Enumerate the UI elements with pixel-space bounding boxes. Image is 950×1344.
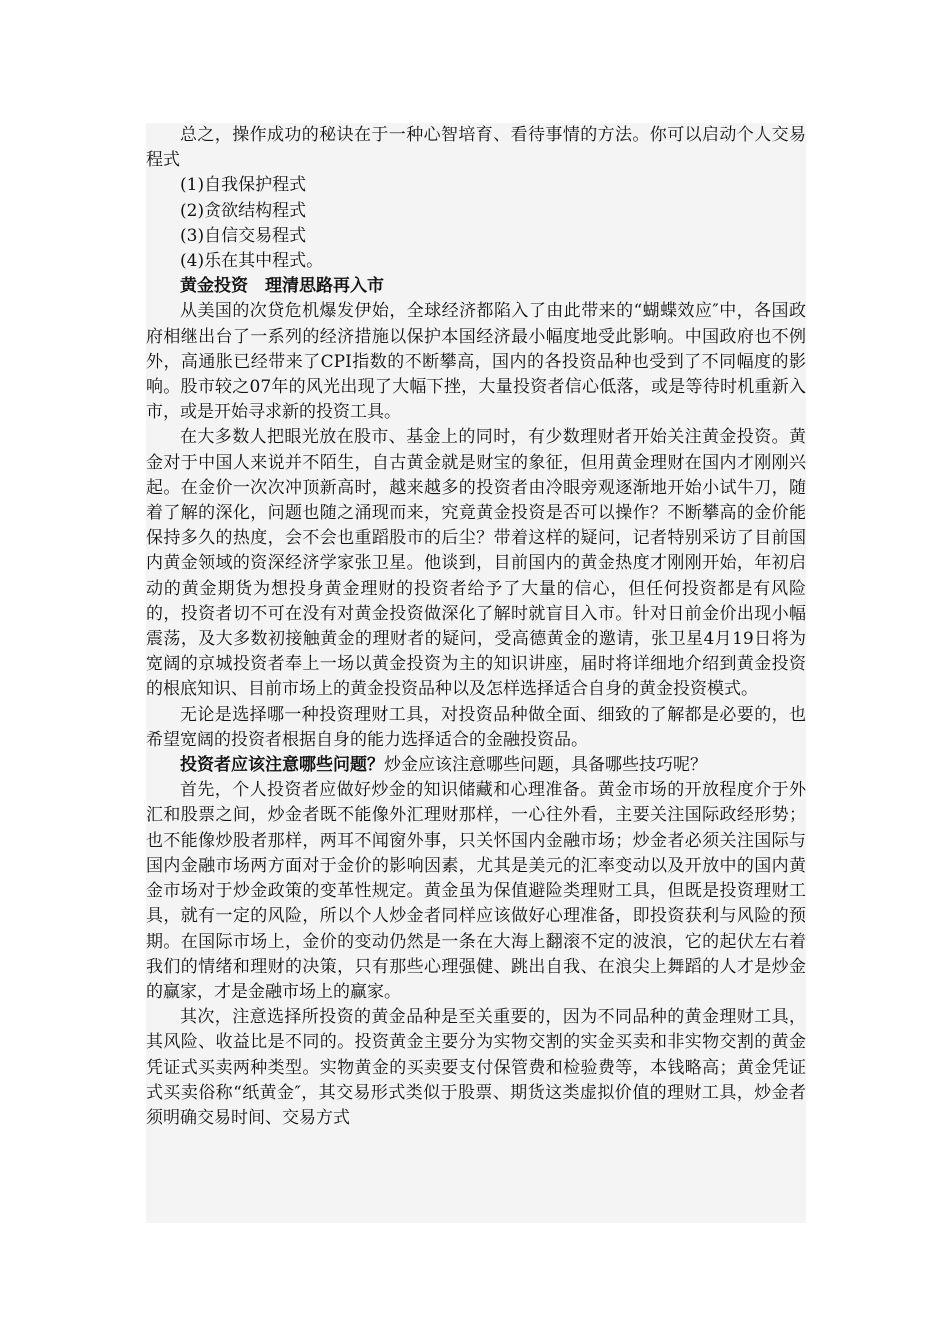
paragraph-gold-investment: 在大多数人把眼光放在股市、基金上的同时，有少数理财者开始关注黄金投资。黄金对于中国人来说并不陌生，自古黄金就是财宝的象征，但用黄金理财在国内才刚刚兴起。在金价一次次冲顶新高时，越来越多的投资者由冷眼旁观逐渐地开始小试牛刀，随着了解的深化，问题也随之涌现而来，究竟黄金投资是否可以操作？不断攀高的金价能保持多久的热度，会不会也重蹈股市的后尘？带着这样的疑问，记者特别采访了目前国内黄金领域的资深经济学家张卫星。他谈到，目前国内的黄金热度才刚刚开始，年初启动的黄金期货为想投身黄金理财的投资者给予了大量的信心，但任何投资都是有风险的，投资者切不可在没有对黄金投资做深化了解时就盲目入市。针对日前金价出现小幅震荡，及大多数初接触黄金的理财者的疑问，受高德黄金的邀请，张卫星4月19日将为宽阔的京城投资者奉上一场以黄金投资为主的知识讲座，届时将详细地介绍到黄金投资的根底知识、目前市场上的黄金投资品种以及怎样选择适合自身的黄金投资模式。	[146, 427, 806, 700]
paragraph-first: 首先，个人投资者应做好炒金的知识储藏和心理准备。黄金市场的开放程度介于外汇和股票之间，炒金者既不能像外汇理财那样，一心往外看，主要关注国际政经形势；也不能像炒股者那样，两耳不闻窗外事，只关怀国内金融市场；炒金者必须关注国际与国内金融市场两方面对于金价的影响因素，尤其是美元的汇率变动以及开放中的国内黄金市场对于炒金政策的变革性规定。黄金虽为保值避险类理财工具，但既是投资理财工具，就有一定的风险，所以个人炒金者同样应该做好心理准备，即投资获利与风险的预期。在国际市场上，金价的变动仍然是一条在大海上翻滚不定的波浪，它的起伏左右着我们的情绪和理财的决策，只有那些心理强健、跳出自我、在浪尖上舞蹈的人才是炒金的赢家，才是金融市场上的赢家。	[146, 780, 806, 1002]
document-body	[146, 123, 806, 1223]
list-item: (2)贪欲结构程式	[180, 200, 307, 221]
question-bold: 投资者应该注意哪些问题？	[180, 755, 384, 776]
question-rest: 炒金应该注意哪些问题，具备哪些技巧呢？	[384, 755, 707, 776]
section-heading: 黄金投资 理清思路再入市	[180, 276, 384, 297]
paragraph-subprime: 从美国的次贷危机爆发伊始，全球经济都陷入了由此带来的“蝴蝶效应″中，各国政府相继出台了一系列的经济措施以保护本国经济最小幅度地受此影响。中国政府也不例外，高通胀已经带来了CPI指数的不断攀高，国内的各投资品种也受到了不同幅度的影响。股市较之07年的风光出现了大幅下挫，大量投资者信心低落，或是等待时机重新入市，或是开始寻求新的投资工具。	[146, 301, 806, 423]
question-paragraph	[146, 753, 806, 778]
intro-paragraph: 总之，操作成功的秘诀在于一种心智培育、看待事情的方法。你可以启动个人交易程式	[146, 125, 806, 171]
paragraph-choose-tools: 无论是选择哪一种投资理财工具，对投资品种做全面、细致的了解都是必要的，也希望宽阔的投资者根据自身的能力选择适合的金融投资品。	[146, 704, 806, 750]
list-item: (1)自我保护程式	[180, 175, 307, 196]
paragraph-second: 其次，注意选择所投资的黄金品种是至关重要的，因为不同品种的黄金理财工具，其风险、收益比是不同的。投资黄金主要分为实物交割的实金买卖和非实物交割的黄金凭证式买卖两种类型。实物黄金的买卖要支付保管费和检验费等，本钱略高；黄金凭证式买卖俗称“纸黄金″，其交易形式类似于股票、期货这类虚拟价值的理财工具，炒金者须明确交易时间、交易方式	[146, 1007, 806, 1128]
list-item: (4)乐在其中程式。	[180, 251, 324, 272]
list-item: (3)自信交易程式	[180, 225, 307, 246]
